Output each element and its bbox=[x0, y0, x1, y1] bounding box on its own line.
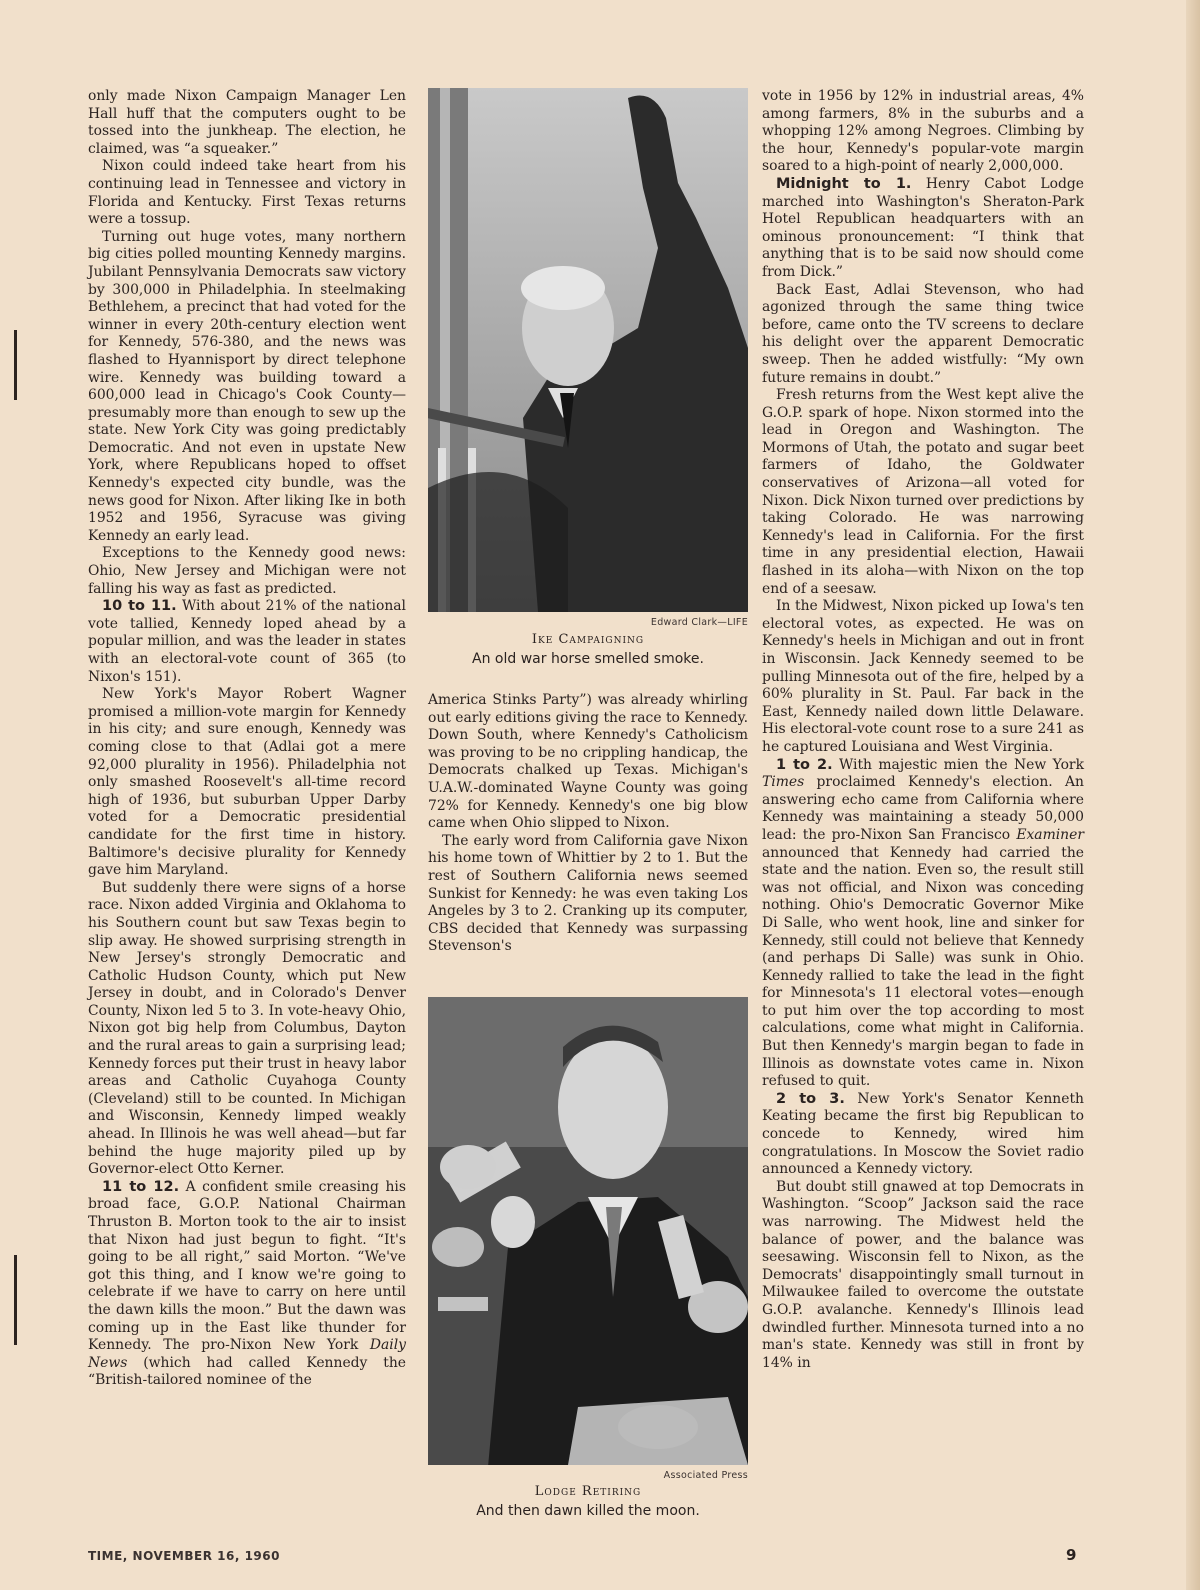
newspaper-name: Times bbox=[762, 774, 805, 791]
caption-text: An old war horse smelled smoke. bbox=[472, 651, 704, 667]
section-heading: 2 to 3. bbox=[776, 1090, 845, 1107]
section-10-11 bbox=[88, 598, 406, 686]
newspaper-name: Examiner bbox=[1016, 826, 1084, 843]
section-text: With about 21% of the national vote tallied, Kennedy loped ahead by a popular million, and was the leader in states with an electoral-vote count of 365 (to Nixon's 151). bbox=[88, 598, 406, 685]
column-2-body bbox=[428, 692, 748, 956]
section-midnight-1 bbox=[762, 176, 1084, 282]
paragraph: But suddenly there were signs of a horse race. Nixon added Virginia and Oklahoma to his Southern count but saw Texas begin to slip away. He showed surprising strength in New Jersey's strongly Democratic and Catholic Hudson County, which put New Jersey in doubt, and in Colorado's Denver County, Nixon led 5 to 3. In vote-heavy Ohio, Nixon got big help from Columbus, Dayton and the rural areas to gain a surprising lead; Kennedy forces put their trust in heavy labor areas and Catholic Cuyahoga County (Cleveland) still to be counted. In Michigan and Wisconsin, Kennedy limped weakly ahead. In Illinois he was well ahead—but far behind the huge majority piled up by Governor-elect Otto Kerner. bbox=[88, 879, 406, 1178]
section-text: (which had called Kennedy the “British-tailored nominee of the bbox=[88, 1354, 406, 1389]
caption-title: Ike Campaigning bbox=[531, 632, 645, 647]
paragraph: Turning out huge votes, many northern big cities polled mounting Kennedy margins. Jubilant Pennsylvania Democrats saw victory by 300,000 in Philadelphia. In steelmaking Bethlehem, a precinct that had voted for the winner in every 20th-century election went for Kennedy, 576-380, and the news was flashed to Hyannisport by direct telephone wire. Kennedy was building toward a 600,000 lead in Chicago's Cook County—presumably more than enough to sew up the state. New York City was going predictably Democratic. And not even in upstate New York, where Republicans hoped to offset Kennedy's expected city bundle, was the news good for Nixon. After liking Ike in both 1952 and 1956, Syracuse was giving Kennedy an early lead. bbox=[88, 228, 406, 544]
paragraph: only made Nixon Campaign Manager Len Hall huff that the computers ought to be tossed into the junkheap. The election, he claimed, was “a squeaker.” bbox=[88, 88, 406, 157]
paragraph: Nixon could indeed take heart from his continuing lead in Tennessee and victory in Florida and Kentucky. First Texas returns were a tossup. bbox=[88, 158, 406, 228]
paragraph: vote in 1956 by 12% in industrial areas, 4% among farmers, 8% in the suburbs and a whopping 12% among Negroes. Climbing by the hour, Kennedy's popular-vote margin soared to a high-point of nearly 2,000,000. bbox=[762, 88, 1084, 175]
page-number: 9 bbox=[1066, 1546, 1077, 1564]
column-1 bbox=[88, 88, 406, 1390]
photo-ike-image bbox=[428, 88, 748, 612]
section-text: announced that Kennedy had carried the state and the nation. Even so, the result still was not official, and Nixon was conceding nothing. Ohio's Democratic Governor Mike Di Salle, who went hook, line and sinker for Kennedy, still could not believe that Kennedy (and perhaps Di Salle) was sunk in Ohio. Kennedy rallied to take the lead in the fight for Minnesota's 11 electoral votes—enough to put him over the top according to most calculations, come what might in California. But then Kennedy's margin began to fade in Illinois as downstate votes came in. Nixon refused to quit. bbox=[762, 844, 1084, 1090]
column-3 bbox=[762, 88, 1084, 1372]
binding-mark bbox=[14, 1255, 17, 1345]
photo-credit: Associated Press bbox=[663, 1470, 748, 1481]
section-2-3 bbox=[762, 1091, 1084, 1179]
section-heading: 10 to 11. bbox=[102, 598, 177, 615]
paragraph: New York's Mayor Robert Wagner promised a million-vote margin for Kennedy in his city; and sure enough, Kennedy was coming close to that (Adlai got a mere 92,000 plurality in 1956). Philadelphia not only smashed Roosevelt's all-time record high of 1936, but suburban Upper Darby voted for a Democratic presidential candidate for the first time in history. Baltimore's decisive plurality for Kennedy gave him Maryland. bbox=[88, 686, 406, 879]
photo-lodge-image bbox=[428, 997, 748, 1465]
section-text: A confident smile creasing his broad face, G.O.P. National Chairman Thruston B. Morton took to the air to insist that Nixon had just begun to fight. “It's going to be all right,” said Morton. “We've got this thing, and I know we're going to celebrate if we have to carry on here until the dawn kills the moon.” But the dawn was coming up in the East like thunder for Kennedy. The pro-Nixon New York bbox=[88, 1178, 406, 1354]
section-heading: 11 to 12. bbox=[102, 1178, 180, 1195]
section-text: With majestic mien the New York bbox=[832, 756, 1084, 773]
section-text: proclaimed Kennedy's election. An answering echo came from California where Kennedy was maintaining a steady 50,000 lead: the pro-Nixon San Francisco bbox=[762, 774, 1084, 843]
section-heading: Midnight to 1. bbox=[776, 175, 912, 192]
footer-publication: TIME, NOVEMBER 16, 1960 bbox=[88, 1549, 280, 1563]
page-edge bbox=[1186, 0, 1200, 1590]
newspaper-name: Daily News bbox=[88, 1337, 406, 1371]
section-text: Henry Cabot Lodge marched into Washington's Sheraton-Park Hotel Republican headquarters with an ominous pronouncement: “I think that anything that is to be said now should come from Dick.” bbox=[762, 175, 1084, 280]
paragraph: But doubt still gnawed at top Democrats in Washington. “Scoop” Jackson said the race was narrowing. The Midwest held the balance of power, and the balance was seesawing. Wisconsin fell to Nixon, as the Democrats' disappointingly small turnout in Milwaukee failed to overcome the outstate G.O.P. avalanche. Kennedy's Illinois lead dwindled further. Minnesota turned into a no man's state. Kennedy was still in front by 14% in bbox=[762, 1178, 1084, 1371]
paragraph: Back East, Adlai Stevenson, who had agonized through the same thing twice before, came onto the TV screens to declare his delight over the apparent Democratic sweep. Then he added wistfully: “My own future remains in doubt.” bbox=[762, 281, 1084, 386]
paragraph: Fresh returns from the West kept alive the G.O.P. spark of hope. Nixon stormed into the lead in Oregon and Washington. The Mormons of Utah, the potato and sugar beet farmers of Idaho, the Goldwater conservatives of Arizona—all voted for Nixon. Dick Nixon turned over predictions by taking Colorado. He was narrowing Kennedy's lead in California. For the first time in any presidential election, Hawaii flashed in its aloha—with Nixon on the top end of a seesaw. bbox=[762, 387, 1084, 597]
caption-title: Lodge Retiring bbox=[534, 1484, 642, 1499]
section-text: New York's Senator Kenneth Keating became the first big Republican to concede to Kennedy, wired him congratulations. In Moscow the Soviet radio announced a Kennedy victory. bbox=[762, 1090, 1084, 1178]
section-heading: 1 to 2. bbox=[776, 756, 833, 773]
photo-credit: Edward Clark—LIFE bbox=[650, 617, 748, 628]
section-1-2 bbox=[762, 757, 1084, 1091]
binding-mark bbox=[14, 330, 17, 400]
paragraph: The early word from California gave Nixon his home town of Whittier by 2 to 1. But the rest of Southern California news seemed Sunkist for Kennedy: he was even taking Los Angeles by 3 to 2. Cranking up its computer, CBS decided that Kennedy was surpassing Stevenson's bbox=[428, 832, 748, 955]
caption-text: And then dawn killed the moon. bbox=[476, 1503, 700, 1519]
photo-ike-campaigning bbox=[428, 88, 748, 612]
paragraph: In the Midwest, Nixon picked up Iowa's ten electoral votes, as expected. He was on Kennedy's heels in Michigan and out in front in Wisconsin. Jack Kennedy seemed to be pulling Minnesota out of the fire, helped by a 60% plurality in St. Paul. Far back in the East, Kennedy nailed down little Delaware. His electoral-vote count rose to a sure 241 as he captured Louisiana and West Virginia. bbox=[762, 598, 1084, 755]
paragraph: America Stinks Party”) was already whirling out early editions giving the race to Kennedy. Down South, where Kennedy's Catholicism was proving to be no crippling handicap, the Democrats chalked up Texas. Michigan's U.A.W.-dominated Wayne County was going 72% for Kennedy. Kennedy's one big blow came when Ohio slipped to Nixon. bbox=[428, 692, 748, 832]
section-11-12 bbox=[88, 1179, 406, 1390]
photo-lodge-retiring bbox=[428, 997, 748, 1465]
paragraph: Exceptions to the Kennedy good news: Ohio, New Jersey and Michigan were not falling his way as fast as predicted. bbox=[88, 545, 406, 597]
